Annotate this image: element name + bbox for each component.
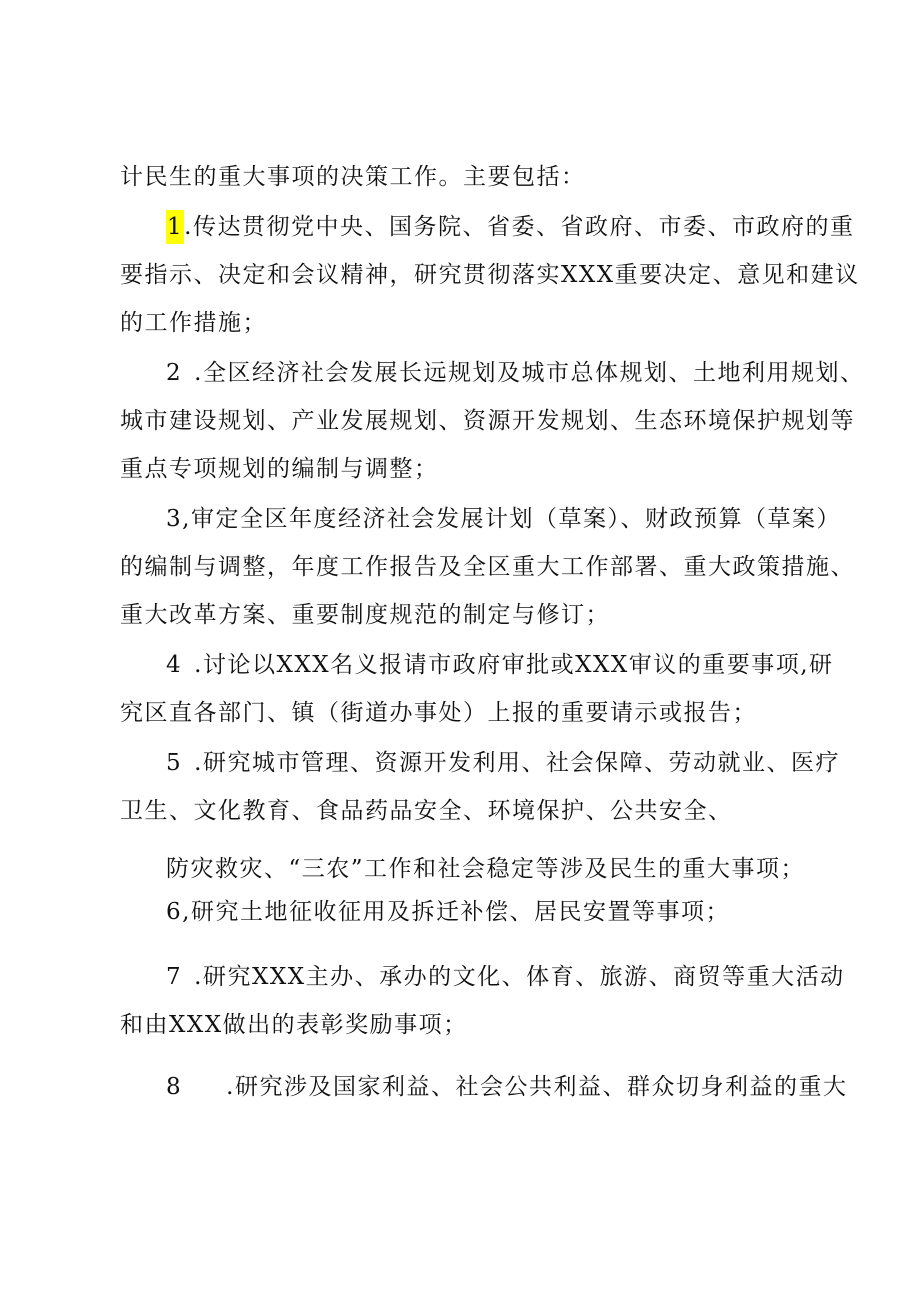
- item-2-line-1: [166, 356, 864, 390]
- item-4-text-2: 究区直各部门、镇（街道办事处）上报的重要请示或报告；: [120, 700, 757, 726]
- item-8-line-1: [166, 1070, 847, 1104]
- item-5-number: 5: [166, 750, 183, 776]
- intro-text: 计民生的重大事项的决策工作。主要包括：: [120, 164, 586, 190]
- item-6-number: 6,: [166, 899, 191, 925]
- item-1-line-3: [120, 306, 267, 340]
- item-8-number: 8: [166, 1074, 183, 1100]
- item-1-number-highlighted: 1: [166, 210, 184, 244]
- item-2-line-3: [120, 452, 439, 486]
- item-3-number: 3,: [166, 506, 191, 532]
- item-7-text-1: .研究XXX主办、承办的文化、体育、旅游、商贸等重大活动: [194, 964, 845, 990]
- item-3-text-2: 的编制与调整，年度工作报告及全区重大工作部署、重大政策措施、: [120, 554, 855, 580]
- item-2-text-1: .全区经济社会发展长远规划及城市总体规划、土地利用规划、: [194, 360, 865, 386]
- item-5-line-2: [120, 794, 733, 828]
- item-1-line-2: [120, 258, 860, 292]
- item-5-line-3: [166, 852, 805, 886]
- item-1-line-1: [166, 210, 854, 244]
- intro-line: [120, 160, 586, 194]
- item-5-text-2: 卫生、文化教育、食品药品安全、环境保护、公共安全、: [120, 798, 733, 824]
- item-5-text-1: .研究城市管理、资源开发利用、社会保障、劳动就业、医疗: [194, 750, 840, 776]
- item-2-text-2: 城市建设规划、产业发展规划、资源开发规划、生态环境保护规划等: [120, 408, 855, 434]
- item-3-text-1: 审定全区年度经济社会发展计划（草案）、财政预算（草案）: [190, 506, 841, 532]
- item-3-text-3: 重大改革方案、重要制度规范的制定与修订；: [120, 602, 610, 628]
- item-2-text-3: 重点专项规划的编制与调整；: [120, 456, 439, 482]
- item-7-line-1: [166, 960, 845, 994]
- item-4-line-2: [120, 696, 757, 730]
- item-3-line-3: [120, 598, 610, 632]
- item-3-line-1: [166, 502, 841, 536]
- item-8-text-1: .研究涉及国家利益、社会公共利益、群众切身利益的重大: [226, 1074, 848, 1100]
- item-4-line-1: [166, 648, 834, 682]
- item-1-text-2: 要指示、决定和会议精神，研究贯彻落实XXX重要决定、意见和建议: [120, 262, 860, 288]
- item-1-text-1: .传达贯彻党中央、国务院、省委、省政府、市委、市政府的重: [184, 214, 855, 240]
- item-2-line-2: [120, 404, 855, 438]
- item-7-text-2: 和由XXX做出的表彰奖励事项；: [120, 1012, 468, 1038]
- item-6-line-1: [166, 895, 730, 929]
- item-1-text-3: 的工作措施；: [120, 310, 267, 336]
- item-4-number: 4: [166, 652, 183, 678]
- item-2-number: 2: [166, 360, 183, 386]
- item-3-line-2: [120, 550, 855, 584]
- item-6-text-1: 研究土地征收征用及拆迁补偿、居民安置等事项；: [190, 899, 730, 925]
- item-7-line-2: [120, 1008, 468, 1042]
- item-7-number: 7: [166, 964, 183, 990]
- item-5-text-3: 防灾救灾、“三农”工作和社会稳定等涉及民生的重大事项；: [166, 856, 806, 882]
- item-5-line-1: [166, 746, 840, 780]
- item-4-text-1: .讨论以XXX名义报请市政府审批或XXX审议的重要事项,研: [194, 652, 834, 678]
